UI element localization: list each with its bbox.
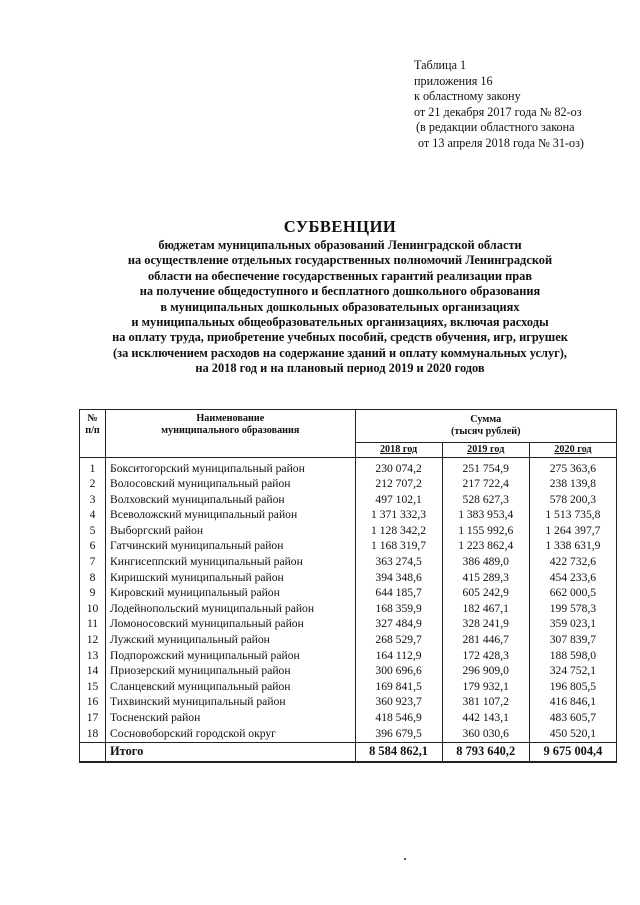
row-value-2019: 605 242,9 [442, 586, 529, 602]
row-value-2020: 1 513 735,8 [529, 508, 616, 524]
header-year-2018: 2018 год [355, 443, 442, 458]
row-municipality: Лодейнопольский муниципальный район [106, 601, 355, 617]
row-municipality: Всеволожский муниципальный район [106, 508, 355, 524]
title-line: на осуществление отдельных государственных полномочий Ленинградской [127, 253, 553, 268]
row-number: 4 [80, 508, 106, 524]
header-sum [355, 410, 617, 443]
row-number: 5 [80, 523, 106, 539]
header-municipality [106, 410, 355, 458]
row-value-2019: 182 467,1 [442, 601, 529, 617]
scan-speck [404, 858, 406, 860]
row-value-2020: 275 363,6 [529, 458, 616, 477]
appendix-line-annex: приложения 16 [414, 73, 493, 88]
row-municipality: Приозерский муниципальный район [106, 664, 355, 680]
header-municipality-line2: муниципального образования [161, 425, 300, 436]
table-row [80, 726, 617, 742]
row-value-2020: 199 578,3 [529, 601, 616, 617]
row-number: 8 [80, 570, 106, 586]
table-body [80, 458, 617, 743]
row-value-2019: 328 241,9 [442, 617, 529, 633]
title-line: бюджетам муниципальных образований Ленинградской области [158, 238, 522, 252]
table-row [80, 664, 617, 680]
row-number: 9 [80, 586, 106, 602]
row-municipality: Подпорожский муниципальный район [106, 648, 355, 664]
row-value-2020: 450 520,1 [529, 726, 616, 742]
row-value-2018: 168 359,9 [355, 601, 442, 617]
row-number: 18 [80, 726, 106, 742]
table-row [80, 555, 617, 571]
row-municipality: Сланцевский муниципальный район [106, 679, 355, 695]
row-municipality: Волховский муниципальный район [106, 492, 355, 508]
row-value-2020: 1 338 631,9 [529, 539, 616, 555]
appendix-line-date: от 21 декабря 2017 года № 82-оз [414, 104, 582, 119]
row-value-2018: 363 274,5 [355, 555, 442, 571]
header-number [80, 410, 106, 458]
row-value-2019: 1 383 953,4 [442, 508, 529, 524]
row-municipality: Кингисеппский муниципальный район [106, 555, 355, 571]
row-value-2018: 396 679,5 [355, 726, 442, 742]
row-number: 14 [80, 664, 106, 680]
row-municipality: Лужский муниципальный район [106, 633, 355, 649]
title-line: на оплату труда, приобретение учебных пособий, средств обучения, игр, игрушек [112, 330, 568, 345]
header-year-2020: 2020 год [529, 443, 616, 458]
row-value-2018: 644 185,7 [355, 586, 442, 602]
row-value-2019: 296 909,0 [442, 664, 529, 680]
row-number: 10 [80, 601, 106, 617]
row-value-2020: 1 264 397,7 [529, 523, 616, 539]
table-row [80, 458, 617, 477]
header-sum-units: (тысяч рублей) [450, 426, 521, 437]
total-row [80, 742, 617, 762]
row-value-2018: 164 112,9 [355, 648, 442, 664]
row-value-2019: 217 722,4 [442, 477, 529, 493]
table-row [80, 601, 617, 617]
table-row [80, 539, 617, 555]
row-value-2019: 360 030,6 [442, 726, 529, 742]
row-number: 1 [80, 458, 106, 477]
table-row [80, 711, 617, 727]
row-value-2018: 1 371 332,3 [355, 508, 442, 524]
row-value-2018: 327 484,9 [355, 617, 442, 633]
row-municipality: Волосовский муниципальный район [106, 477, 355, 493]
row-value-2020: 238 139,8 [529, 477, 616, 493]
title-line: (за исключением расходов на содержание зданий и оплату коммунальных услуг), [112, 345, 568, 360]
document-title [0, 218, 640, 377]
appendix-reference [414, 58, 584, 152]
row-value-2019: 251 754,9 [442, 458, 529, 477]
row-value-2018: 1 168 319,7 [355, 539, 442, 555]
header-number-abbr: п/п [85, 425, 100, 436]
row-municipality: Кировский муниципальный район [106, 586, 355, 602]
row-value-2018: 230 074,2 [355, 458, 442, 477]
row-value-2019: 528 627,3 [442, 492, 529, 508]
row-municipality: Киришский муниципальный район [106, 570, 355, 586]
row-number: 11 [80, 617, 106, 633]
row-value-2018: 1 128 342,2 [355, 523, 442, 539]
total-number-cell [80, 742, 106, 762]
row-value-2018: 169 841,5 [355, 679, 442, 695]
row-value-2018: 360 923,7 [355, 695, 442, 711]
row-value-2019: 386 489,0 [442, 555, 529, 571]
row-value-2019: 442 143,1 [442, 711, 529, 727]
table-row [80, 679, 617, 695]
subvention-table [79, 409, 617, 763]
row-value-2018: 212 707,2 [355, 477, 442, 493]
row-value-2018: 394 348,6 [355, 570, 442, 586]
row-municipality: Выборгский район [106, 523, 355, 539]
total-2018: 8 584 862,1 [355, 742, 442, 762]
row-value-2020: 196 805,5 [529, 679, 616, 695]
row-value-2019: 1 223 862,4 [442, 539, 529, 555]
header-sum-title: Сумма [470, 414, 502, 425]
row-number: 15 [80, 679, 106, 695]
row-number: 3 [80, 492, 106, 508]
row-number: 2 [80, 477, 106, 493]
row-value-2019: 415 289,3 [442, 570, 529, 586]
row-municipality: Тихвинский муниципальный район [106, 695, 355, 711]
appendix-line-revision: (в редакции областного закона [416, 120, 575, 135]
row-value-2020: 416 846,1 [529, 695, 616, 711]
row-municipality: Тосненский район [106, 711, 355, 727]
row-value-2020: 324 752,1 [529, 664, 616, 680]
header-year-2019: 2019 год [442, 443, 529, 458]
title-line: на получение общедоступного и бесплатного дошкольного образования [139, 284, 541, 299]
total-label: Итого [106, 742, 355, 762]
appendix-line-law: к областному закону [414, 89, 521, 104]
row-number: 13 [80, 648, 106, 664]
row-number: 12 [80, 633, 106, 649]
row-municipality: Ломоносовский муниципальный район [106, 617, 355, 633]
row-value-2020: 422 732,6 [529, 555, 616, 571]
row-number: 7 [80, 555, 106, 571]
table-row [80, 570, 617, 586]
table-row [80, 695, 617, 711]
row-municipality: Гатчинский муниципальный район [106, 539, 355, 555]
title-line: в муниципальных дошкольных образовательных организациях [160, 299, 520, 314]
header-number-sign: № [87, 413, 98, 424]
title-line: и муниципальных общеобразовательных организациях, включая расходы [131, 315, 549, 330]
row-value-2018: 418 546,9 [355, 711, 442, 727]
row-value-2019: 281 446,7 [442, 633, 529, 649]
table-row [80, 492, 617, 508]
row-value-2018: 300 696,6 [355, 664, 442, 680]
total-2019: 8 793 640,2 [442, 742, 529, 762]
title-line: на 2018 год и на плановый период 2019 и 2020 годов [195, 361, 485, 376]
table-row [80, 508, 617, 524]
table-row [80, 648, 617, 664]
appendix-line-revision-date: от 13 апреля 2018 года № 31-оз) [418, 135, 584, 150]
row-value-2020: 578 200,3 [529, 492, 616, 508]
title-heading: СУБВЕНЦИИ [283, 217, 397, 236]
row-municipality: Бокситогорский муниципальный район [106, 458, 355, 477]
row-value-2019: 172 428,3 [442, 648, 529, 664]
row-value-2019: 179 932,1 [442, 679, 529, 695]
table-row [80, 523, 617, 539]
row-municipality: Сосновоборский городской округ [106, 726, 355, 742]
row-value-2018: 268 529,7 [355, 633, 442, 649]
row-value-2020: 662 000,5 [529, 586, 616, 602]
row-number: 17 [80, 711, 106, 727]
row-value-2018: 497 102,1 [355, 492, 442, 508]
row-value-2020: 454 233,6 [529, 570, 616, 586]
title-line: области на обеспечение государственных гарантий реализации прав [147, 268, 533, 283]
table-row [80, 617, 617, 633]
appendix-line-table: Таблица 1 [414, 58, 467, 72]
table-row [80, 586, 617, 602]
table-row [80, 477, 617, 493]
row-value-2020: 483 605,7 [529, 711, 616, 727]
table-row [80, 633, 617, 649]
row-value-2019: 1 155 992,6 [442, 523, 529, 539]
row-value-2020: 359 023,1 [529, 617, 616, 633]
row-value-2020: 307 839,7 [529, 633, 616, 649]
row-number: 16 [80, 695, 106, 711]
header-municipality-line1: Наименование [196, 413, 265, 424]
total-2020: 9 675 004,4 [529, 742, 616, 762]
row-value-2020: 188 598,0 [529, 648, 616, 664]
row-number: 6 [80, 539, 106, 555]
row-value-2019: 381 107,2 [442, 695, 529, 711]
